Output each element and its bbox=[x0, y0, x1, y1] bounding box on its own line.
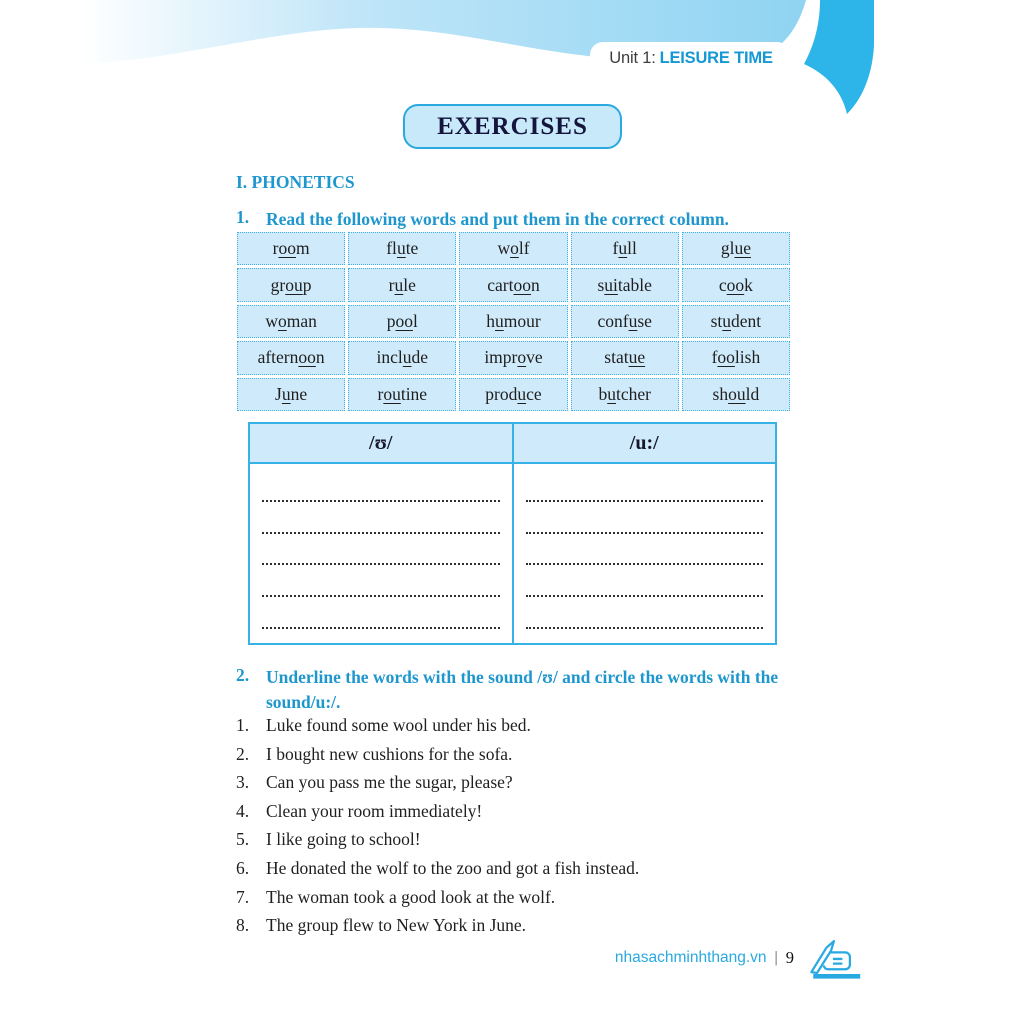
word-cell: st u dent bbox=[682, 305, 790, 338]
word-cell: gr ou p bbox=[237, 268, 345, 301]
exercises-banner bbox=[403, 104, 622, 149]
sentence-item bbox=[236, 716, 836, 735]
sentence-text: He donated the wolf to the zoo and got a fish instead. bbox=[266, 857, 640, 878]
word-cell: f oo lish bbox=[682, 341, 790, 374]
word-table bbox=[237, 232, 790, 411]
exercise2-number: 2. bbox=[236, 665, 250, 685]
word-cell: p oo l bbox=[348, 305, 456, 338]
footer-separator: | bbox=[774, 949, 778, 966]
sentence-text: The group flew to New York in June. bbox=[266, 915, 527, 936]
sentence-item bbox=[236, 802, 836, 821]
exercises-banner-title: EXERCISES bbox=[437, 112, 588, 140]
dotted-answer-line bbox=[526, 534, 764, 566]
sentence-item bbox=[236, 830, 836, 849]
header-swoosh-decoration bbox=[0, 0, 1024, 190]
sentence-number: 8. bbox=[236, 915, 250, 936]
word-cell: f u ll bbox=[571, 232, 679, 265]
sentence-item bbox=[236, 773, 836, 792]
section-phonetics-title: I. PHONETICS bbox=[236, 172, 355, 192]
sentence-text: I like going to school! bbox=[266, 829, 421, 850]
word-cell: r u le bbox=[348, 268, 456, 301]
word-cell: b u tcher bbox=[571, 378, 679, 411]
page-number: 9 bbox=[785, 948, 794, 967]
exercise1-heading bbox=[236, 207, 821, 232]
word-cell: incl u de bbox=[348, 341, 456, 374]
sentence-item bbox=[236, 916, 836, 935]
word-cell: stat ue bbox=[571, 341, 679, 374]
dotted-answer-line bbox=[262, 534, 500, 566]
answer-table bbox=[248, 422, 777, 645]
sentence-item bbox=[236, 888, 836, 907]
sentence-text: Luke found some wool under his bed. bbox=[266, 715, 531, 735]
word-cell: h u mour bbox=[459, 305, 567, 338]
dotted-answer-line bbox=[526, 502, 764, 534]
dotted-answer-line bbox=[526, 597, 764, 629]
dotted-answer-line bbox=[262, 565, 500, 597]
unit-title-label: LEISURE TIME bbox=[659, 49, 773, 67]
sentence-text: Clean your room immediately! bbox=[266, 800, 483, 821]
exercise2-heading bbox=[236, 665, 826, 714]
sentence-number: 2. bbox=[236, 743, 250, 764]
sentence-item bbox=[236, 859, 836, 878]
dotted-answer-line bbox=[526, 470, 764, 502]
exercise1-instruction: Read the following words and put them in the correct column. bbox=[266, 209, 729, 229]
word-cell: gl ue bbox=[682, 232, 790, 265]
answer-table-header-row bbox=[250, 424, 775, 464]
sentence-text: Can you pass me the sugar, please? bbox=[266, 772, 513, 793]
dotted-answer-line bbox=[262, 502, 500, 534]
sentence-number: 5. bbox=[236, 829, 250, 850]
sentence-text: The woman took a good look at the wolf. bbox=[266, 886, 556, 907]
word-cell: prod u ce bbox=[459, 378, 567, 411]
sentence-number: 1. bbox=[236, 715, 250, 735]
sentence-number: 6. bbox=[236, 857, 250, 878]
answer-col2-header: /u:/ bbox=[512, 424, 776, 462]
word-cell: sh ou ld bbox=[682, 378, 790, 411]
sentence-number: 4. bbox=[236, 800, 250, 821]
hand-writing-pen-logo-icon bbox=[802, 936, 864, 980]
answer-lines bbox=[250, 464, 512, 643]
dotted-answer-line bbox=[262, 597, 500, 629]
exercise1-number: 1. bbox=[236, 207, 250, 227]
exercise2-instruction: Underline the words with the sound /ʊ/ and circle the words with the sound/u:/. bbox=[266, 667, 779, 712]
word-cell: r ou tine bbox=[348, 378, 456, 411]
page-footer bbox=[615, 936, 864, 980]
word-cell: c oo k bbox=[682, 268, 790, 301]
dotted-answer-line bbox=[526, 565, 764, 597]
word-cell: impr o ve bbox=[459, 341, 567, 374]
word-cell: w o lf bbox=[459, 232, 567, 265]
answer-col1-header: /ʊ/ bbox=[369, 431, 393, 454]
word-cell: s ui table bbox=[571, 268, 679, 301]
answer-table-body bbox=[250, 464, 775, 643]
sentence-item bbox=[236, 745, 836, 764]
publisher-site-text: nhasachminhthang.vn bbox=[614, 949, 767, 966]
word-cell: conf u se bbox=[571, 305, 679, 338]
sentence-number: 7. bbox=[236, 886, 250, 907]
answer-lines bbox=[512, 464, 776, 643]
unit-header bbox=[596, 49, 786, 68]
dotted-answer-line bbox=[262, 470, 500, 502]
unit-number-label: Unit 1: bbox=[609, 49, 656, 67]
word-cell: aftern oo n bbox=[237, 341, 345, 374]
word-cell: J u ne bbox=[237, 378, 345, 411]
word-cell: w o man bbox=[237, 305, 345, 338]
word-cell: fl u te bbox=[348, 232, 456, 265]
sentence-list bbox=[236, 716, 836, 935]
word-cell: cart oo n bbox=[459, 268, 567, 301]
sentence-number: 3. bbox=[236, 772, 250, 793]
word-cell: r oo m bbox=[237, 232, 345, 265]
sentence-text: I bought new cushions for the sofa. bbox=[266, 743, 513, 764]
